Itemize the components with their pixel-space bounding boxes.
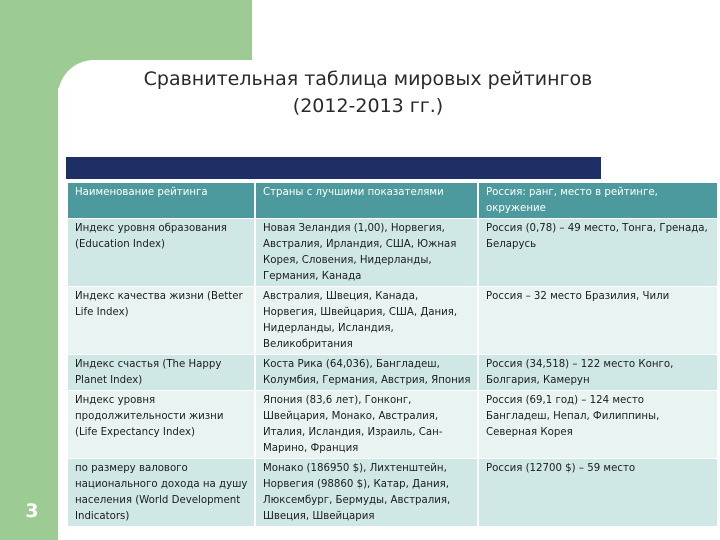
slide-title-line-2: (2012-2013 гг.) <box>292 95 444 117</box>
russia-rank-cell: Россия (12700 $) – 59 место <box>478 459 718 527</box>
title-divider-bar <box>66 157 601 179</box>
header-rating-name: Наименование рейтинга <box>68 183 255 219</box>
rating-name-cell: по размеру валового национального дохода на душу населения (World Development Indicators) <box>68 459 255 527</box>
table-row <box>68 219 718 287</box>
russia-rank-cell: Россия (69,1 год) – 124 место Бангладеш, Непал, Филиппины, Северная Корея <box>478 391 718 459</box>
rating-name-cell: Индекс счастья (The Happy Planet Index) <box>68 355 255 391</box>
rating-name-cell: Индекс уровня образования (Education Index) <box>68 219 255 287</box>
best-countries-cell: Новая Зеландия (1,00), Норвегия, Австралия, Ирландия, США, Южная Корея, Словения, Нидерланды, Германия, Канада <box>255 219 478 287</box>
slide-title <box>78 66 658 120</box>
table-header-row <box>68 183 718 219</box>
green-side-strip <box>0 0 58 540</box>
russia-rank-cell: Россия (0,78) – 49 место, Тонга, Гренада, Беларусь <box>478 219 718 287</box>
ratings-table <box>68 183 719 527</box>
russia-rank-cell: Россия – 32 место Бразилия, Чили <box>478 287 718 355</box>
table-row <box>68 391 718 459</box>
best-countries-cell: Австралия, Швеция, Канада, Норвегия, Швейцария, США, Дания, Нидерланды, Исландия, Великобритания <box>255 287 478 355</box>
rating-name-cell: Индекс качества жизни (Better Life Index) <box>68 287 255 355</box>
slide-number: 3 <box>25 500 39 522</box>
table-row <box>68 459 718 527</box>
header-best-countries: Страны с лучшими показателями <box>255 183 478 219</box>
best-countries-cell: Япония (83,6 лет), Гонконг, Швейцария, Монако, Австралия, Италия, Исландия, Израиль, Сан-Марино, Франция <box>255 391 478 459</box>
header-russia-rank: Россия: ранг, место в рейтинге, окружение <box>478 183 718 219</box>
russia-rank-cell: Россия (34,518) – 122 место Конго, Болгария, Камерун <box>478 355 718 391</box>
slide-title-line-1: Сравнительная таблица мировых рейтингов <box>143 68 593 90</box>
table-row <box>68 287 718 355</box>
rating-name-cell: Индекс уровня продолжительности жизни (Life Expectancy Index) <box>68 391 255 459</box>
table-row <box>68 355 718 391</box>
best-countries-cell: Монако (186950 $), Лихтенштейн, Норвегия (98860 $), Катар, Дания, Люксембург, Бермуды, Австралия, Швеция, Швейцария <box>255 459 478 527</box>
best-countries-cell: Коста Рика (64,036), Бангладеш, Колумбия, Германия, Австрия, Япония <box>255 355 478 391</box>
